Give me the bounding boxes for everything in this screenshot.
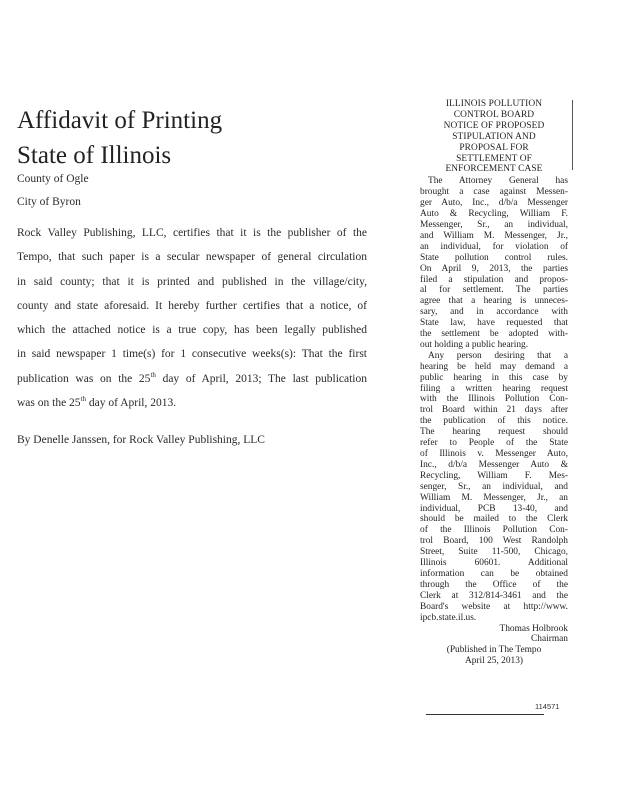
notice-line: through the Office of the bbox=[420, 579, 568, 590]
body-line: in said newspaper 1 time(s) for 1 consecutive weeks(s): That the first bbox=[17, 348, 367, 361]
notice-line: of the Illinois Pollution Con- bbox=[420, 525, 568, 536]
body-line: Rock Valley Publishing, LLC, certifies that it is the publisher of the bbox=[17, 227, 367, 239]
notice-line: Auto & Recycling, William F. bbox=[420, 209, 568, 220]
notice-line: refer to People of the State bbox=[420, 438, 568, 449]
notice-line: brought a case against Messen- bbox=[420, 187, 568, 198]
notice-line: public hearing in this case by bbox=[420, 372, 568, 383]
heading-line: ILLINOIS POLLUTION bbox=[445, 99, 543, 109]
notice-line: ipcb.state.il.us. bbox=[420, 612, 477, 623]
notice-line: Clerk at 312/814-3461 and the bbox=[420, 590, 568, 601]
clipping-bottom-rule bbox=[426, 714, 544, 715]
published-in-line: (Published in The Tempo bbox=[446, 645, 542, 656]
notice-line: State pollution control rules. bbox=[420, 252, 568, 263]
notice-line: Board's website at http://www. bbox=[420, 601, 568, 612]
notice-line: out holding a public hearing. bbox=[420, 339, 529, 350]
notice-line: individual, PCB 13-40, and bbox=[420, 503, 568, 514]
notice-line: Any person desiring that a bbox=[428, 350, 568, 361]
notice-line: filed a stipulation and propos- bbox=[420, 274, 568, 285]
county-line: County of Ogle bbox=[17, 173, 89, 185]
heading-line: STIPULATION AND bbox=[452, 131, 536, 142]
heading-line: CONTROL BOARD bbox=[453, 109, 535, 120]
notice-line: and William M. Messenger, Jr., bbox=[420, 230, 568, 241]
body-line: in said county; that it is printed and published in the village/city, bbox=[17, 275, 367, 288]
heading-line: NOTICE OF PROPOSED bbox=[443, 120, 545, 131]
notice-line: senger, Sr., an individual, and bbox=[420, 481, 568, 492]
notice-line: State law, have requested that bbox=[420, 318, 568, 329]
notice-heading bbox=[420, 99, 568, 175]
notice-line: Inc., d/b/a Messenger Auto & bbox=[420, 459, 568, 470]
affidavit-body bbox=[17, 221, 367, 415]
notice-line: The Attorney General has bbox=[428, 176, 568, 187]
notice-line: Recycling, William F. Mes- bbox=[420, 470, 568, 481]
ordinal-suffix: th bbox=[80, 395, 87, 404]
signer-title: Chairman bbox=[531, 634, 568, 645]
notice-paragraph-2 bbox=[420, 351, 568, 624]
signer-name: Thomas Holbrook bbox=[499, 623, 568, 634]
notice-line: The hearing request should bbox=[420, 427, 568, 438]
notice-line: On April 9, 2013, the parties bbox=[420, 263, 568, 274]
last-publication-line bbox=[17, 391, 367, 415]
notice-line: al for settlement. The parties bbox=[420, 285, 568, 296]
city-line: City of Byron bbox=[17, 196, 81, 208]
body-line: which the attached notice is a true copy, has been legally published bbox=[17, 324, 367, 337]
affidavit-title-line1: Affidavit of Printing bbox=[17, 107, 223, 134]
last-publication-rest: day of April, 2013. bbox=[86, 397, 177, 410]
notice-line: an individual, for violation of bbox=[420, 241, 568, 252]
signature-line: By Denelle Janssen, for Rock Valley Publishing, LLC bbox=[17, 434, 265, 446]
first-publication-rest: day of April, 2013; The last publication bbox=[155, 372, 367, 385]
affidavit-title-line2: State of Illinois bbox=[17, 142, 172, 169]
first-publication-line bbox=[17, 367, 367, 391]
notice-line: of Illinois v. Messenger Auto, bbox=[420, 449, 568, 459]
notice-line: filing a written hearing request bbox=[420, 383, 568, 394]
clipping-reference-number: 114571 bbox=[535, 702, 560, 711]
notice-line: Street, Suite 11-500, Chicago, bbox=[420, 547, 568, 558]
notice-line: information can be obtained bbox=[420, 568, 568, 579]
notice-line: sary, and in accordance with bbox=[420, 307, 568, 318]
notice-paragraph-1 bbox=[420, 176, 568, 351]
notice-line: hearing be held may demand a bbox=[420, 361, 568, 372]
heading-line: SETTLEMENT OF bbox=[456, 153, 532, 164]
heading-line: PROPOSAL FOR bbox=[459, 142, 529, 153]
notice-line: Illinois 60601. Additional bbox=[420, 558, 568, 569]
notice-line: with the Illinois Pollution Con- bbox=[420, 394, 568, 405]
last-publication-text: was on the 25 bbox=[17, 397, 81, 410]
legal-notice-clipping bbox=[420, 99, 568, 667]
notice-line: William M. Messenger, Jr., an bbox=[420, 492, 568, 503]
body-line: county and state aforesaid. It hereby further certifies that a notice, of bbox=[17, 299, 367, 312]
ordinal-suffix: th bbox=[150, 370, 156, 379]
column-rule bbox=[572, 100, 573, 170]
notice-line: the publication of this notice. bbox=[420, 416, 568, 427]
notice-line: the settlement be adopted with- bbox=[420, 329, 568, 340]
notice-line: agree that a hearing is unneces- bbox=[420, 296, 568, 307]
notice-line: ger Auto, Inc., d/b/a Messenger bbox=[420, 198, 568, 209]
notice-line: should be mailed to the Clerk bbox=[420, 514, 568, 525]
body-line: Tempo, that such paper is a secular newspaper of general circulation bbox=[17, 251, 367, 264]
published-date-line: April 25, 2013) bbox=[464, 656, 524, 667]
heading-line: ENFORCEMENT CASE bbox=[445, 164, 543, 175]
notice-line: Messenger, Sr., an individual, bbox=[420, 219, 568, 230]
notice-line: trol Board, 100 West Randolph bbox=[420, 536, 568, 547]
notice-line: trol Board within 21 days after bbox=[420, 405, 568, 416]
first-publication-text: publication was on the 25 bbox=[17, 372, 151, 385]
